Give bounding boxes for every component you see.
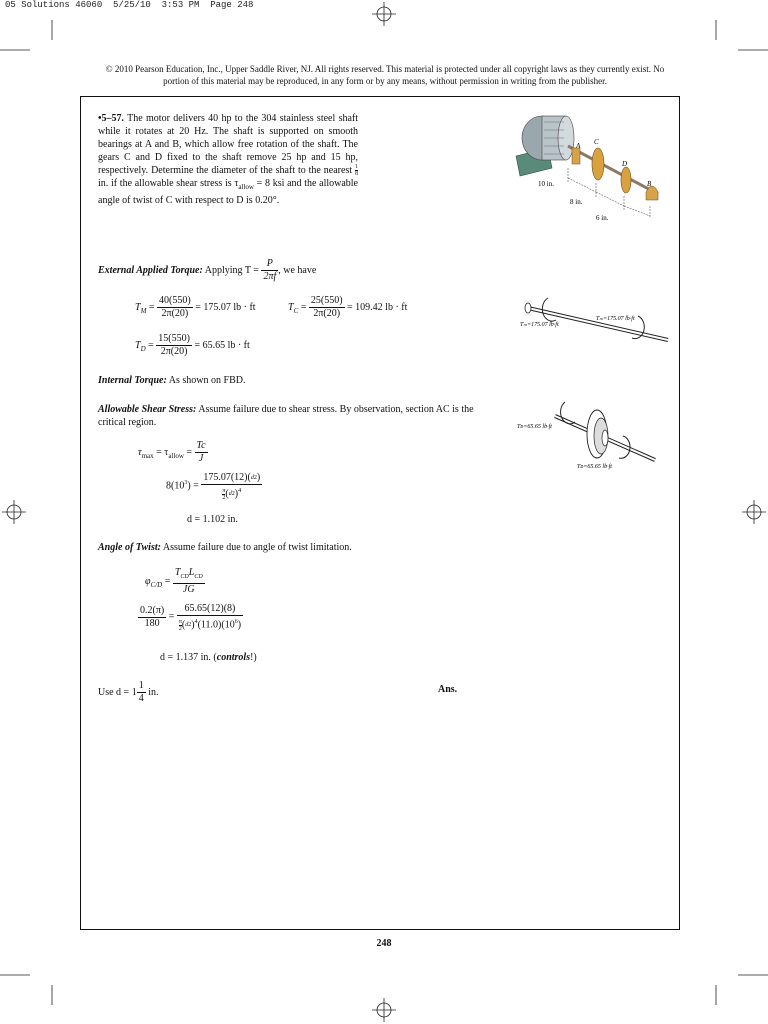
ans-label: Ans. xyxy=(438,684,458,695)
label-b: B xyxy=(647,180,652,188)
result-d-twist: d = 1.137 in. (controls!) xyxy=(160,652,257,663)
equation-tm: $T_M$ = $\frac{40(550)}{2\pi(20)}$ = 175.07 lb · ft xyxy=(135,295,256,319)
label-d: D xyxy=(622,160,628,168)
fbd2-label-right: Tᴅ=65.65 lb·ft xyxy=(577,464,612,470)
external-torque-text: Applying T = xyxy=(204,264,259,276)
motor-shaft-figure xyxy=(508,108,678,223)
tau-subscript: allow xyxy=(238,183,254,192)
equation-tau: $\tau_{max} = \tau_{allow}$ = $\frac{Tc}{J}$ xyxy=(138,440,206,464)
fbd2-label-left: Tᴅ=65.65 lb·ft xyxy=(517,424,552,430)
equation-phi: $\varphi_{C/D}$ = $\frac{T_{CD}L_{CD}}{JG}$ xyxy=(145,567,203,595)
print-slug: 05 Solutions 46060 5/25/10 3:53 PM Page 248 xyxy=(5,0,254,10)
label-c: C xyxy=(594,138,599,146)
equation-tc: $T_C$ = $\frac{25(550)}{2\pi(20)}$ = 109.42 lb · ft xyxy=(288,295,408,319)
dimension-6in: 6 in. xyxy=(596,214,609,222)
problem-text-a: The motor delivers 40 hp to the 304 stainless steel shaft while it rotates at 20 Hz. The shaft is supported on smooth bearings at A and B, which allow free rotation of the shaft. The gears C and D fixed to the shaft remove 25 hp and 15 hp, respectively. Determine the diameter of the shaft to the nearest xyxy=(98,113,359,176)
page-number: 248 xyxy=(376,938,392,949)
equation-shear-numeric: $8(10^3)$ = $\frac{175.07(12)(d2)}{\frac{\pi}{2}(d2)^4}$ xyxy=(166,472,261,501)
equation-phi-numeric: $\frac{0.2(\pi)}{180}$ = $\frac{65.65(12)(8)}{\frac{\pi}{2}(d2)^4(11.0)(10^6)}$ xyxy=(140,603,242,632)
problem-text-c: = 8 ksi and the allowable angle of twist of C with respect to D is 0.20°. xyxy=(98,178,358,207)
equation-td: $T_D$ = $\frac{15(550)}{2\pi(20)}$ = 65.65 lb · ft xyxy=(135,333,250,357)
copyright-notice: © 2010 Pearson Education, Inc., Upper Saddle River, NJ. All rights reserved. This material is protected under all copyright laws as they currently exist. No portion of this material may be reproduced, in any form or by any means, without permission in writing from the publisher. xyxy=(105,64,665,86)
external-torque-line xyxy=(98,258,316,283)
problem-statement xyxy=(98,112,358,207)
dimension-10in: 10 in. xyxy=(538,180,554,188)
fbd-label-left: Tₘ=175.07 lb·ft xyxy=(520,322,559,328)
result-d-shear: d = 1.102 in. xyxy=(187,514,238,525)
label-a: A xyxy=(576,142,581,150)
final-answer: Use d = 1 $\frac{1}{4}$ in. xyxy=(98,680,159,704)
power-fraction: $\frac{P}{2\pi f}$ xyxy=(263,258,277,282)
dimension-8in: 8 in. xyxy=(570,198,583,206)
angle-twist-line: Angle of Twist: Assume failure due to angle of twist limitation. xyxy=(98,542,352,553)
problem-fraction: $\frac{1}{8}$ xyxy=(355,164,359,178)
internal-torque-line: Internal Torque: As shown on FBD. xyxy=(98,375,246,386)
fbd-shaft-figure xyxy=(518,296,678,351)
problem-text-b: in. if the allowable shear stress is τ xyxy=(98,178,239,190)
external-torque-heading: External Applied Torque: xyxy=(98,264,203,276)
problem-number: •5–57. xyxy=(98,113,125,124)
shear-stress-paragraph: Allowable Shear Stress: Assume failure due to shear stress. By observation, section AC is the critical region. xyxy=(98,404,474,428)
external-torque-text-after: , we have xyxy=(278,264,317,276)
fbd-gear-figure xyxy=(515,398,665,478)
fbd-label-right: Tₘ=175.07 lb·ft xyxy=(596,316,635,322)
